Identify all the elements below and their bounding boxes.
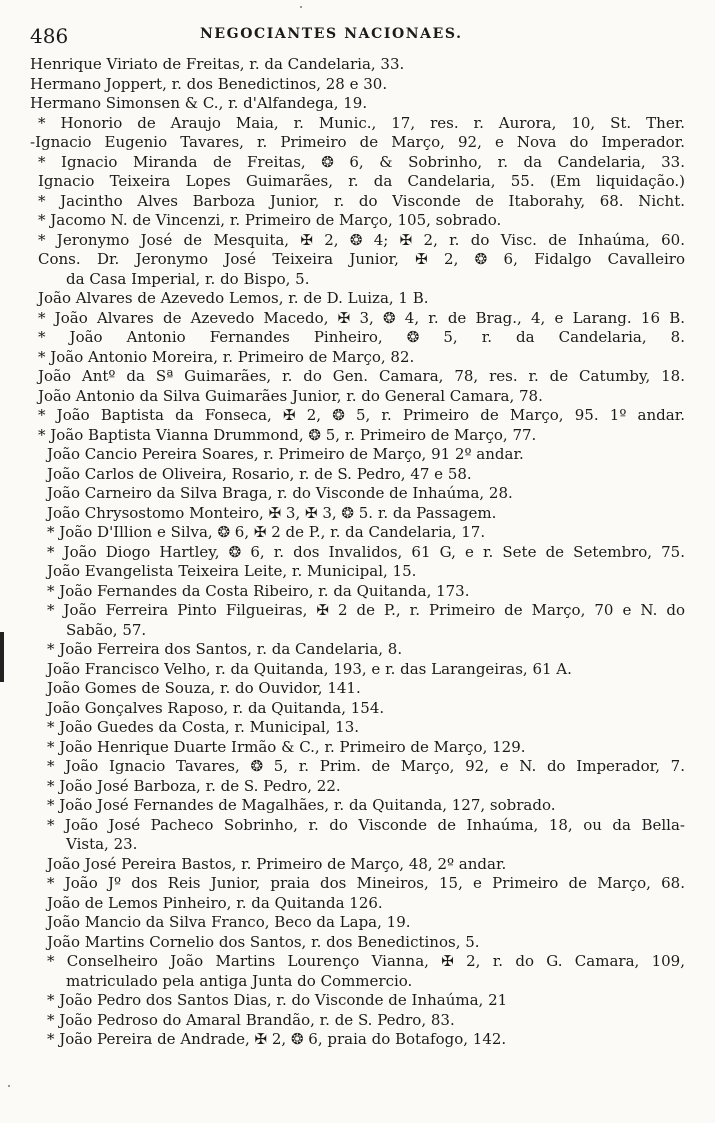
directory-entry-line: João Evangelista Teixeira Leite, r. Municipal, 15. <box>47 562 417 580</box>
directory-entry-line: * Ignacio Miranda de Freitas, ❂ 6, & Sobrinho, r. da Candelaria, 33. <box>38 152 685 171</box>
directory-entry-line: * João Pereira de Andrade, ✠ 2, ❂ 6, praia do Botafogo, 142. <box>47 1030 507 1048</box>
directory-entry-line: * Jeronymo José de Mesquita, ✠ 2, ❂ 4; ✠ 2, r. do Visc. de Inhaúma, 60. <box>38 230 685 249</box>
directory-entry-line: João Mancio da Silva Franco, Beco da Lapa, 19. <box>47 913 411 931</box>
directory-entry-line: João Gonçalves Raposo, r. da Quitanda, 154. <box>47 698 385 717</box>
directory-entry-line: João Carlos de Oliveira, Rosario, r. de S. Pedro, 47 e 58. <box>47 464 472 483</box>
directory-entry-line: * João Fernandes da Costa Ribeiro, r. da Quitanda, 173. <box>47 581 470 600</box>
directory-entry-line: * Conselheiro João Martins Lourenço Vianna, ✠ 2, r. do G. Camara, 109, <box>47 952 685 970</box>
margin-scan-mark <box>0 632 4 682</box>
directory-entry-line: João Chrysostomo Monteiro, ✠ 3, ✠ 3, ❂ 5. r. da Passagem. <box>47 503 497 522</box>
page-number: 486 <box>30 24 69 48</box>
directory-entry-line: João Francisco Velho, r. da Quitanda, 193, e r. das Larangeiras, 61 A. <box>47 659 572 678</box>
directory-entry-line: * João Antonio Moreira, r. Primeiro de Março, 82. <box>38 347 415 366</box>
directory-entry-line: Hermano Joppert, r. dos Benedictinos, 28 e 30. <box>30 74 388 93</box>
directory-entry-line: João Antonio da Silva Guimarães Junior, r. do General Camara, 78. <box>38 386 543 405</box>
directory-entry-line: * João Antonio Fernandes Pinheiro, ❂ 5, r. da Candelaria, 8. <box>38 328 685 346</box>
directory-entry-line: * João Pedro dos Santos Dias, r. do Visconde de Inhaúma, 21 <box>47 991 508 1009</box>
directory-entry-line: Hermano Simonsen & C., r. d'Alfandega, 19. <box>30 94 368 112</box>
directory-entry-line: João Alvares de Azevedo Lemos, r. de D. Luiza, 1 B. <box>38 289 429 307</box>
directory-entry-line: * João Guedes da Costa, r. Municipal, 13. <box>47 718 360 736</box>
running-title: NEGOCIANTES NACIONAES. <box>200 26 463 42</box>
directory-entry-line: João Carneiro da Silva Braga, r. do Visconde de Inhaúma, 28. <box>47 484 513 502</box>
directory-entry-line: João Martins Cornelio dos Santos, r. dos Benedictinos, 5. <box>47 932 480 951</box>
directory-entry-line: Ignacio Teixeira Lopes Guimarães, r. da Candelaria, 55. (Em liquidação.) <box>38 172 685 190</box>
directory-entry-line: * João Baptista da Fonseca, ✠ 2, ❂ 5, r. Primeiro de Março, 95. 1º andar. <box>38 406 685 424</box>
directory-entry-line: João Gomes de Souza, r. do Ouvidor, 141. <box>47 679 361 697</box>
directory-entry-line: * João Ignacio Tavares, ❂ 5, r. Prim. de Março, 92, e N. do Imperador, 7. <box>47 757 685 775</box>
directory-entry-line: * João José Fernandes de Magalhães, r. da Quitanda, 127, sobrado. <box>47 796 556 814</box>
page-header <box>30 24 680 46</box>
directory-entry-line: * João Alvares de Azevedo Macedo, ✠ 3, ❂ 4, r. de Brag., 4, e Larang. 16 B. <box>38 308 685 327</box>
paper-speck <box>8 1085 10 1087</box>
directory-entry-line: da Casa Imperial, r. do Bispo, 5. <box>66 269 310 288</box>
directory-entry-line: Vista, 23. <box>66 835 138 853</box>
directory-entry-line: * Jacintho Alves Barboza Junior, r. do Visconde de Itaborahy, 68. Nicht. <box>38 191 685 210</box>
directory-entry-line: João José Pereira Bastos, r. Primeiro de Março, 48, 2º andar. <box>47 854 507 873</box>
directory-entry-line: Cons. Dr. Jeronymo José Teixeira Junior, ✠ 2, ❂ 6, Fidalgo Cavalleiro <box>38 250 685 268</box>
directory-entry-line: * João José Pacheco Sobrinho, r. do Visconde de Inhaúma, 18, ou da Bella- <box>47 815 685 834</box>
directory-entry-line: -Ignacio Eugenio Tavares, r. Primeiro de Março, 92, e Nova do Imperador. <box>30 133 685 151</box>
directory-entry-line: * João José Barboza, r. de S. Pedro, 22. <box>47 776 341 795</box>
paper-speck <box>300 6 302 8</box>
directory-entry-line: * João Diogo Hartley, ❂ 6, r. dos Invalidos, 61 G, e r. Sete de Setembro, 75. <box>47 542 685 561</box>
directory-entry-line: João Cancio Pereira Soares, r. Primeiro de Março, 91 2º andar. <box>47 445 524 463</box>
directory-entry-line: matriculado pela antiga Junta do Commercio. <box>66 971 413 990</box>
directory-entry-line: * Honorio de Araujo Maia, r. Munic., 17, res. r. Aurora, 10, St. Ther. <box>38 113 685 132</box>
directory-entry-line: * João Ferreira Pinto Filgueiras, ✠ 2 de P., r. Primeiro de Março, 70 e N. do <box>47 601 685 619</box>
directory-entry-line: * Jacomo N. de Vincenzi, r. Primeiro de Março, 105, sobrado. <box>38 211 502 229</box>
directory-entry-line: * João Jº dos Reis Junior, praia dos Mineiros, 15, e Primeiro de Março, 68. <box>47 874 685 892</box>
directory-entry-line: * João Ferreira dos Santos, r. da Candelaria, 8. <box>47 640 403 658</box>
directory-entry-line: * João Henrique Duarte Irmão & C., r. Primeiro de Março, 129. <box>47 737 526 756</box>
directory-entry-line: * João D'Illion e Silva, ❂ 6, ✠ 2 de P., r. da Candelaria, 17. <box>47 523 486 541</box>
directory-entry-line: Sabão, 57. <box>66 620 147 639</box>
directory-entry-line: * João Pedroso do Amaral Brandão, r. de S. Pedro, 83. <box>47 1010 455 1029</box>
directory-entry-line: * João Baptista Vianna Drummond, ❂ 5, r. Primeiro de Março, 77. <box>38 425 537 444</box>
directory-entry-line: João Antº da Sª Guimarães, r. do Gen. Camara, 78, res. r. de Catumby, 18. <box>38 367 685 385</box>
directory-entry-line: João de Lemos Pinheiro, r. da Quitanda 126. <box>47 893 383 912</box>
directory-entry-line: Henrique Viriato de Freitas, r. da Candelaria, 33. <box>30 55 405 73</box>
merchant-list <box>30 55 685 1050</box>
